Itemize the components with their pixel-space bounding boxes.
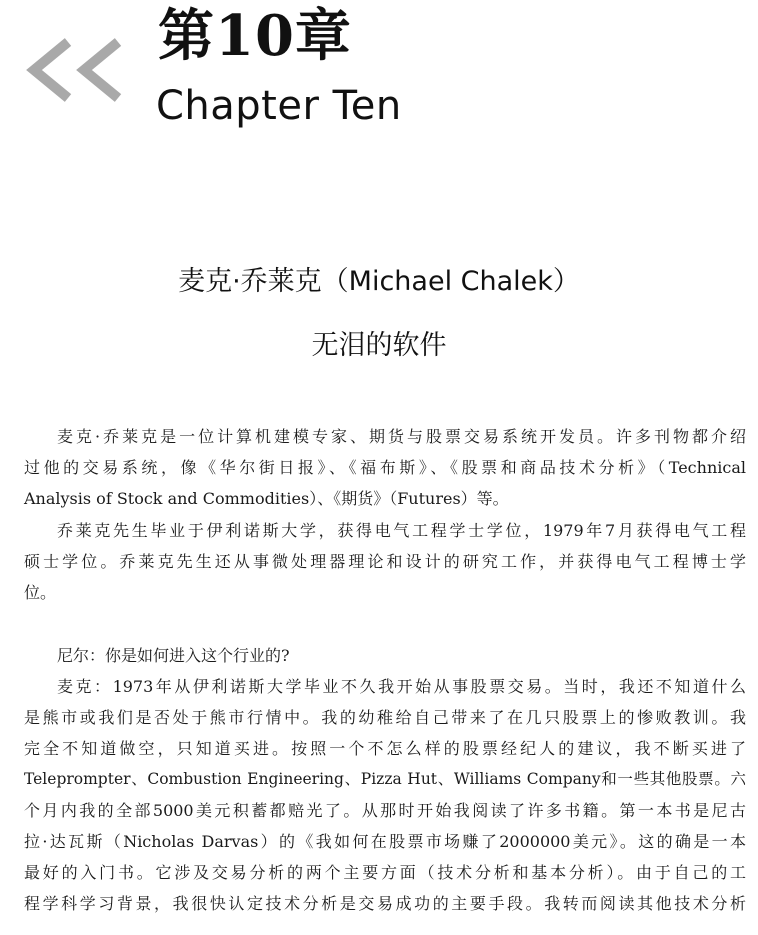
- text-line: 麦克：1973年从伊利诺斯大学毕业不久我开始从事股票交易。当时，我还不知道什么: [57, 677, 746, 696]
- question-1: [24, 640, 746, 671]
- text-line: 麦克·乔莱克是一位计算机建模专家、期货与股票交易系统开发员。许多刊物都介绍: [57, 427, 746, 446]
- text-line: 位。: [24, 583, 57, 602]
- text-line: 拉·达瓦斯（Nicholas Darvas）的《我如何在股票市场赚了2000000美元》。这的确是一本: [24, 832, 746, 851]
- text-line: 尼尔：你是如何进入这个行业的?: [57, 646, 290, 665]
- text-line: 完全不知道做空，只知道买进。按照一个不怎么样的股票经纪人的建议，我不断买进了: [24, 739, 746, 758]
- text-line: 个月内我的全部5000美元积蓄都赔光了。从那时开始我阅读了许多书籍。第一本书是尼古: [24, 801, 746, 820]
- text-line: 是熊市或我们是否处于熊市行情中。我的幼稚给自己带来了在几只股票上的惨败教训。我: [24, 708, 746, 727]
- text-line: Analysis of Stock and Commodities）、《期货》（Futures）等。: [24, 489, 509, 508]
- chapter-number-en: Chapter Ten: [156, 83, 402, 129]
- text-line: 过他的交易系统，像《华尔街日报》、《福布斯》、《股票和商品技术分析》（Technical: [24, 458, 746, 477]
- intro-paragraph-2: [24, 515, 746, 608]
- interview-title: 麦克·乔莱克（Michael Chalek）: [178, 266, 580, 297]
- interview-subtitle: 无泪的软件: [311, 330, 447, 361]
- text-line: 硕士学位。乔莱克先生还从事微处理器理论和设计的研究工作，并获得电气工程博士学: [24, 552, 746, 571]
- answer-1: [24, 671, 746, 919]
- text-line: 最好的入门书。它涉及交易分析的两个主要方面（技术分析和基本分析）。由于自己的工: [24, 863, 746, 882]
- intro-paragraph-1: [24, 421, 746, 514]
- text-line: 程学科学习背景，我很快认定技术分析是交易成功的主要手段。我转而阅读其他技术分析: [24, 894, 746, 913]
- back-chevrons-icon: [26, 38, 126, 102]
- text-line: 乔莱克先生毕业于伊利诺斯大学，获得电气工程学士学位，1979年7月获得电气工程: [57, 521, 746, 540]
- text-line: Teleprompter、Combustion Engineering、Pizza Hut、Williams Company和一些其他股票。六: [24, 770, 746, 788]
- chapter-number-zh: 第10章: [158, 3, 352, 69]
